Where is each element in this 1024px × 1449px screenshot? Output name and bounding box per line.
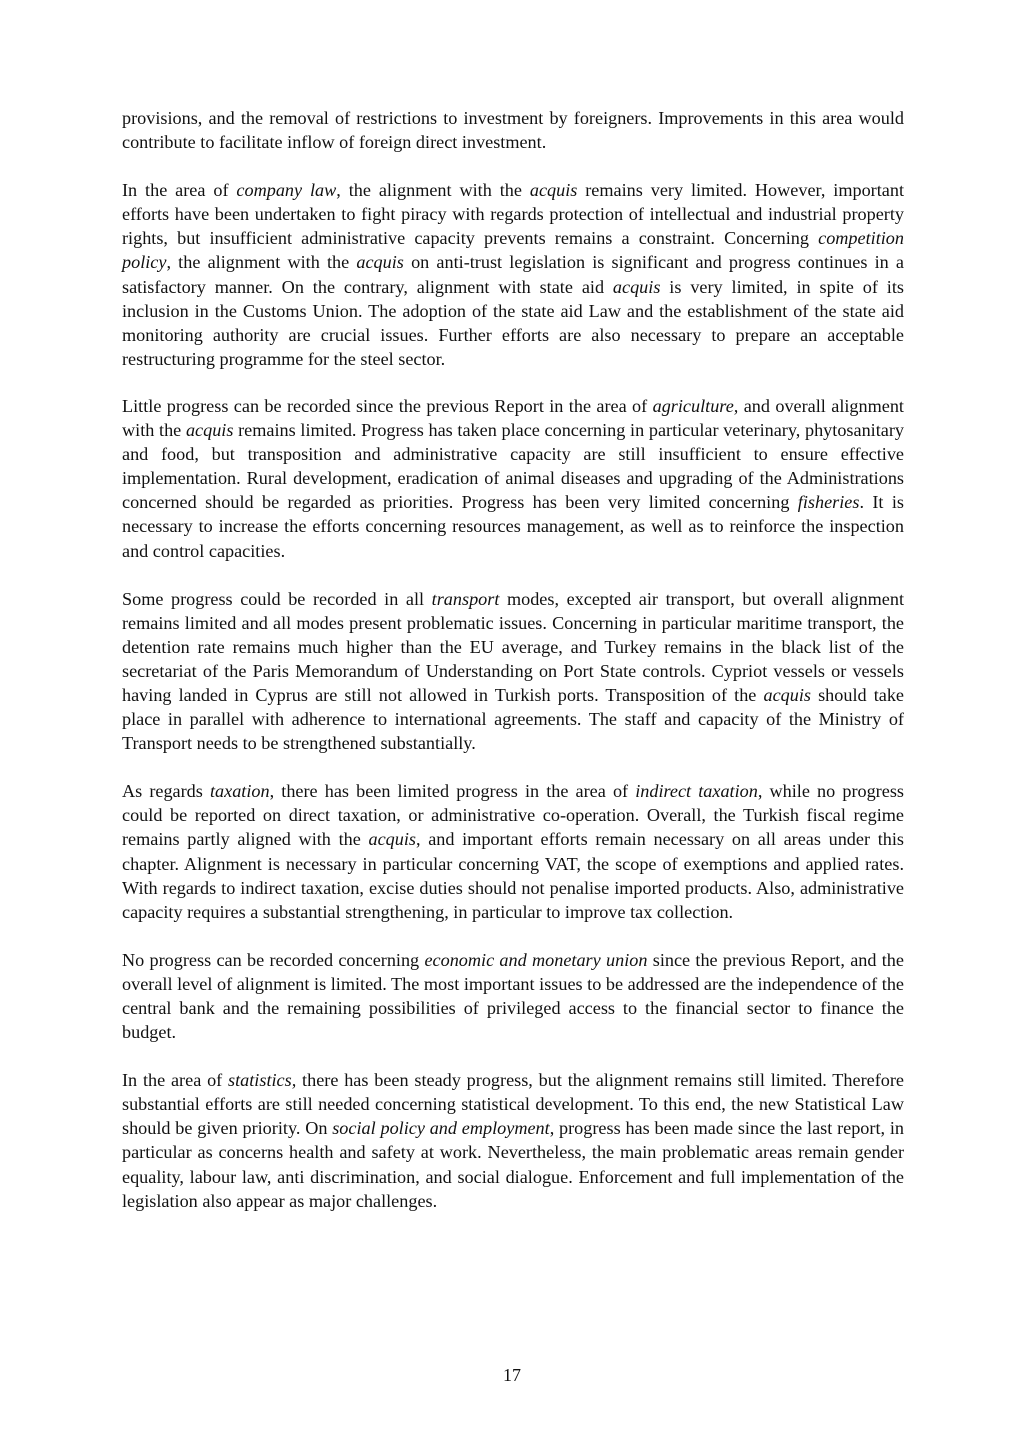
italic-term: company law [236,180,337,201]
document-body [122,106,904,1237]
italic-term: competition policy [122,228,904,273]
text-run: remains limited. Progress has taken place concerning in particular veterinary, phytosanitary and food, but transposition and administrative capacity are still insufficient to ensure effective implementation. Rural development, eradication of animal diseases and upgrading of the Administrations concerned should be regarded as priorities. Progress has been very limited concerning [122,420,904,513]
text-run: is very limited, in spite of its inclusion in the Customs Union. The adoption of the state aid Law and the establishment of the state aid monitoring authority are crucial issues. Further efforts are also necessary to prepare an acceptable restructuring programme for the steel sector. [122,276,904,369]
paragraph-statistics-social-policy [122,1068,904,1213]
text-run: on anti-trust legislation is significant and progress continues in a satisfactory manner. On the contrary, alignment with state aid [122,252,904,297]
paragraph-investment [122,106,904,154]
italic-term: acquis [356,252,404,273]
paragraph-taxation [122,779,904,924]
italic-term: economic and monetary union [424,949,648,970]
paragraph-transport [122,587,904,756]
text-run: there has been steady progress, but the alignment remains still limited. Therefore substantial efforts are still needed concerning statistical development. To this end, the new Statistical Law should be given priority. On [122,1070,904,1139]
italic-term: statistics, [228,1070,297,1091]
italic-term: taxation [209,781,270,802]
text-run: , there has been limited progress in the area of [269,781,636,802]
text-run: , progress has been made since the last report, in particular as concerns health and safety at work. Nevertheless, the main problematic areas remain gender equality, labour law, anti discrimination, and social dialogue. Enforcement and full implementation of the legislation also appear as major challenges. [122,1118,904,1211]
italic-term: acquis [368,829,416,850]
text-run: In the area of [122,180,237,201]
italic-term: indirect taxation [635,781,758,802]
text-run: As regards [122,781,210,802]
text-run: provisions, and the removal of restrictions to investment by foreigners. Improvements in this area would contribute to facilitate inflow of foreign direct investment. [122,108,904,153]
italic-term: transport [431,588,500,609]
italic-term: social policy and employment [332,1118,550,1139]
text-run: Some progress could be recorded in all [122,588,432,609]
paragraph-economic-monetary-union [122,948,904,1044]
text-run: and overall alignment with the [122,395,904,441]
text-run: should take place in parallel with adherence to international agreements. The staff and capacity of the Ministry of Transport needs to be strengthened substantially. [122,684,904,754]
text-run: No progress can be recorded concerning [122,949,425,970]
text-run: . It is necessary to increase the efforts concerning resources management, as well as to reinforce the inspection and control capacities. [122,492,904,561]
italic-term: acquis [185,420,234,441]
italic-term: acquis [529,180,578,201]
italic-term: agriculture, [652,395,739,416]
text-run: since the previous Report, and the overall level of alignment is limited. The most important issues to be addressed are the independence of the central bank and the remaining possibilities of privileged access to the financial sector to finance the budget. [122,949,904,1043]
text-run: , the alignment with the [166,252,357,273]
text-run: , while no progress could be reported on direct taxation, or administrative co-operation. Overall, the Turkish fiscal regime remains partly aligned with the [122,781,904,850]
text-run: In the area of [122,1070,229,1091]
text-run: Little progress can be recorded since the previous Report in the area of [122,395,653,416]
paragraph-company-law-competition [122,178,904,371]
italic-term: fisheries [797,492,860,513]
text-run: , the alignment with the [336,180,530,201]
italic-term: acquis [763,684,811,705]
text-run: modes, excepted air transport, but overall alignment remains limited and all modes present problematic issues. Concerning in particular maritime transport, the detention rate remains much higher than the EU average, and Turkey remains in the black list of the secretariat of the Paris Memorandum of Understanding on Port State controls. Cypriot vessels or vessels having landed in Cyprus are still not allowed in Turkish ports. Transposition of the [122,588,904,705]
text-run: remains very limited. However, important efforts have been undertaken to fight piracy with regards protection of intellectual and industrial property rights, but insufficient administrative capacity prevents remains a constraint. Concerning [122,180,905,249]
page-number: 17 [503,1365,521,1385]
paragraph-agriculture-fisheries [122,394,904,563]
italic-term: acquis [612,276,661,297]
text-run: , and important efforts remain necessary on all areas under this chapter. Alignment is necessary in particular concerning VAT, the scope of exemptions and applied rates. With regards to indirect taxation, excise duties should not penalise imported products. Also, administrative capacity requires a substantial strengthening, in particular to improve tax collection. [122,829,904,922]
